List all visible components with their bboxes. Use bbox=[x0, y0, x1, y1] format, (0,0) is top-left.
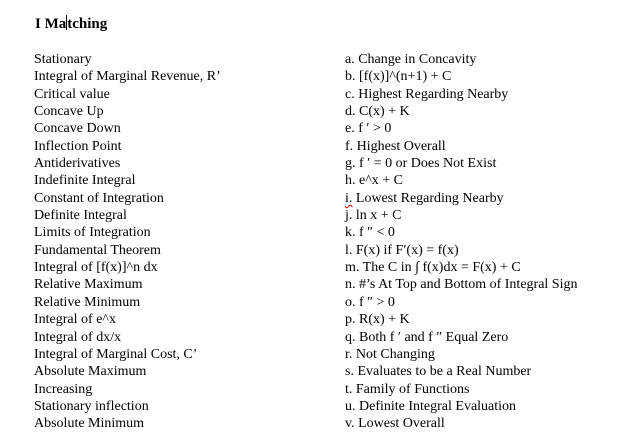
term-item: Integral of Marginal Revenue, R’ bbox=[34, 69, 221, 85]
terms-column bbox=[34, 51, 221, 433]
definition-item: t. Family of Functions bbox=[345, 381, 470, 397]
definition-item: d. C(x) + K bbox=[345, 104, 410, 120]
term-item: Critical value bbox=[34, 86, 110, 102]
definition-item: k. f ″ < 0 bbox=[345, 225, 395, 241]
definition-item: u. Definite Integral Evaluation bbox=[345, 398, 517, 414]
definition-item: q. Both f ′ and f ″ Equal Zero bbox=[345, 329, 509, 345]
term-item: Stationary bbox=[34, 52, 92, 67]
definition-item: j. ln x + C bbox=[345, 208, 402, 224]
term-item: Absolute Maximum bbox=[34, 364, 147, 380]
title-text-after-cursor: tching bbox=[67, 16, 108, 32]
definition-item: r. Not Changing bbox=[345, 346, 435, 362]
definition-item: a. Change in Concavity bbox=[345, 52, 477, 67]
definition-item: b. [f(x)]^(n+1) + C bbox=[345, 69, 452, 85]
term-item: Increasing bbox=[34, 381, 93, 397]
term-item: Integral of dx/x bbox=[34, 329, 122, 345]
definition-item: l. F(x) if F′(x) = f(x) bbox=[345, 242, 459, 258]
definition-item: h. e^x + C bbox=[345, 173, 404, 189]
definition-item: m. The C in ∫ f(x)dx = F(x) + C bbox=[345, 260, 521, 276]
term-item: Stationary inflection bbox=[34, 398, 149, 414]
definition-item: g. f ′ = 0 or Does Not Exist bbox=[345, 156, 497, 172]
definition-item: n. #’s At Top and Bottom of Integral Sign bbox=[345, 277, 578, 293]
term-item: Concave Up bbox=[34, 104, 104, 120]
term-item: Concave Down bbox=[34, 121, 121, 137]
term-item: Constant of Integration bbox=[34, 190, 164, 206]
term-item: Integral of e^x bbox=[34, 312, 116, 328]
term-item: Integral of [f(x)]^n dx bbox=[34, 260, 158, 276]
definition-item: f. Highest Overall bbox=[345, 138, 446, 154]
definition-item: v. Lowest Overall bbox=[345, 416, 445, 432]
term-item: Indefinite Integral bbox=[34, 173, 136, 189]
term-item: Relative Maximum bbox=[34, 277, 143, 293]
term-item: Relative Minimum bbox=[34, 294, 141, 310]
definition-item: c. Highest Regarding Nearby bbox=[345, 86, 509, 102]
term-item: Absolute Minimum bbox=[34, 416, 145, 432]
definition-item: p. R(x) + K bbox=[345, 312, 410, 328]
definition-item: o. f ″ > 0 bbox=[345, 294, 395, 310]
page-title bbox=[35, 15, 107, 33]
term-item: Definite Integral bbox=[34, 208, 127, 224]
term-item: Inflection Point bbox=[34, 138, 122, 154]
definition-item bbox=[345, 190, 577, 207]
title-text-before-cursor: I Ma bbox=[35, 16, 67, 32]
definitions-column bbox=[345, 51, 577, 433]
definition-item: s. Evaluates to be a Real Number bbox=[345, 364, 532, 380]
term-item: Antiderivatives bbox=[34, 156, 121, 172]
definition-text: Lowest Regarding Nearby bbox=[352, 190, 504, 206]
term-item: Limits of Integration bbox=[34, 225, 151, 241]
term-item: Integral of Marginal Cost, C’ bbox=[34, 346, 198, 362]
term-item: Fundamental Theorem bbox=[34, 242, 161, 258]
spellcheck-underlined-letter: i. bbox=[345, 190, 353, 206]
definition-item: e. f ′ > 0 bbox=[345, 121, 392, 137]
